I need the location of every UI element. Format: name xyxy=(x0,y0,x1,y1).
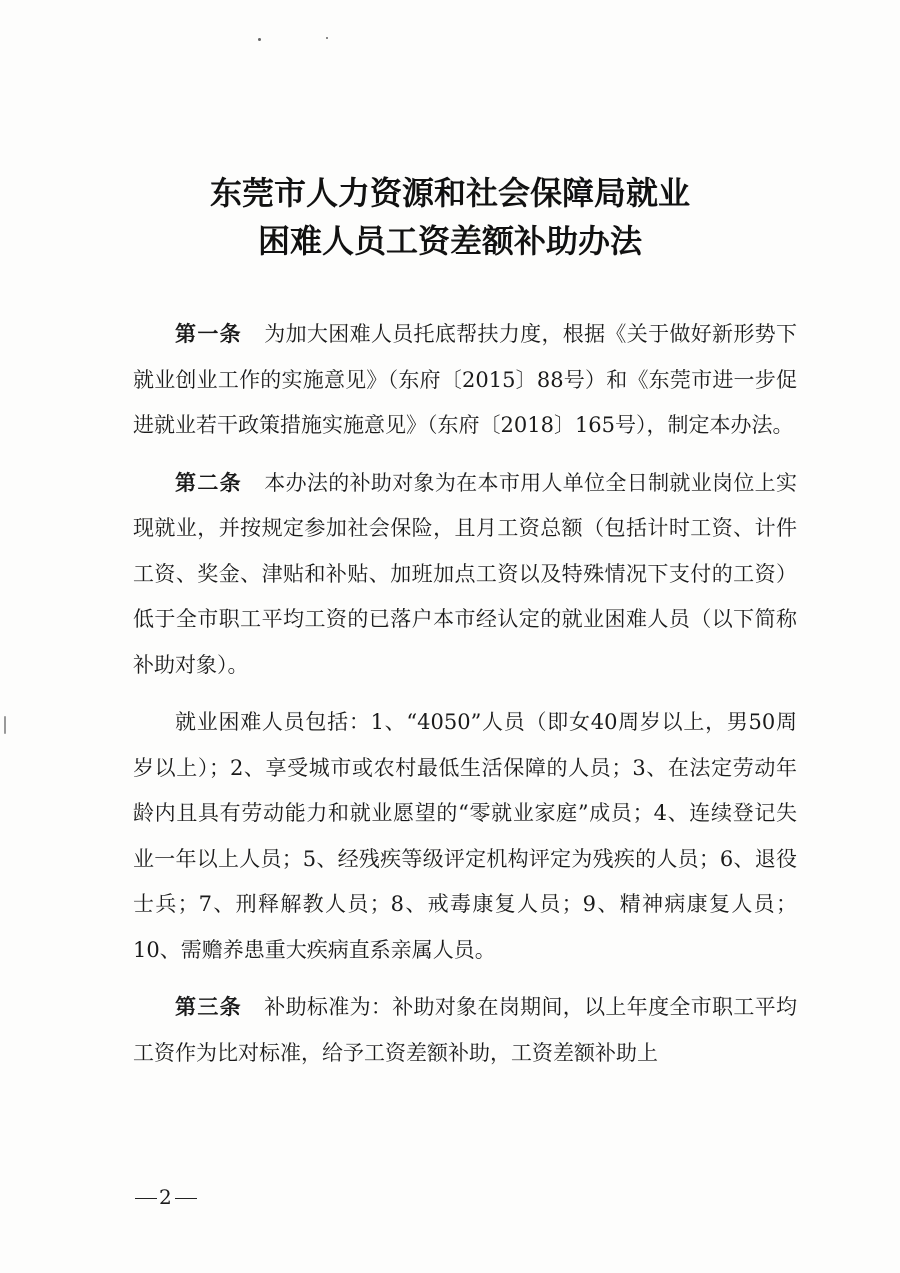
page-number-value: 2 xyxy=(159,1185,173,1209)
document-body xyxy=(133,312,797,1088)
article-heading: 第一条 xyxy=(175,322,242,346)
scan-edge-mark xyxy=(4,716,6,734)
article-heading: 第二条 xyxy=(175,470,242,495)
page-dash-left xyxy=(135,1198,157,1199)
article-2 xyxy=(133,461,797,689)
article-heading: 第三条 xyxy=(175,995,242,1019)
article-text: 补助标准为：补助对象在岗期间，以上年度全市职工平均工资作为比对标准，给予工资差额补助，工资差额补助上 xyxy=(133,995,798,1065)
article-3 xyxy=(133,985,797,1076)
document-title-line-1: 东莞市人力资源和社会保障局就业 xyxy=(209,174,690,212)
article-1 xyxy=(133,312,797,449)
article-text: 为加大困难人员托底帮扶力度，根据《关于做好新形势下就业创业工作的实施意见》（东府〔2015〕88号）和《东莞市进一步促进就业若干政策措施实施意见》（东府〔2018〕165号），制定本办法。 xyxy=(133,322,798,437)
page-dash-right xyxy=(175,1198,197,1199)
document-title-line-2: 困难人员工资差额补助办法 xyxy=(257,222,642,260)
article-text: 本办法的补助对象为在本市用人单位全日制就业岗位上实现就业，并按规定参加社会保险，且月工资总额（包括计时工资、计件工资、奖金、津贴和补贴、加班加点工资以及特殊情况下支付的工资）低于全市职工平均工资的已落户本市经认定的就业困难人员（以下简称补助对象）。 xyxy=(133,470,798,677)
paragraph-text: 就业困难人员包括：1、“4050”人员（即女40周岁以上，男50周岁以上）；2、享受城市或农村最低生活保障的人员；3、在法定劳动年龄内且具有劳动能力和就业愿望的“零就业家庭”成员；4、连续登记失业一年以上人员；5、经残疾等级评定机构评定为残疾的人员；6、退役士兵；7、刑释解教人员；8、戒毒康复人员；9、精神病康复人员；10、需赡养患重大疾病直系亲属人员。 xyxy=(133,710,797,962)
article-2-list xyxy=(133,700,797,973)
page-number xyxy=(133,1185,199,1209)
scan-speck xyxy=(258,38,261,41)
scan-speck xyxy=(326,37,328,39)
